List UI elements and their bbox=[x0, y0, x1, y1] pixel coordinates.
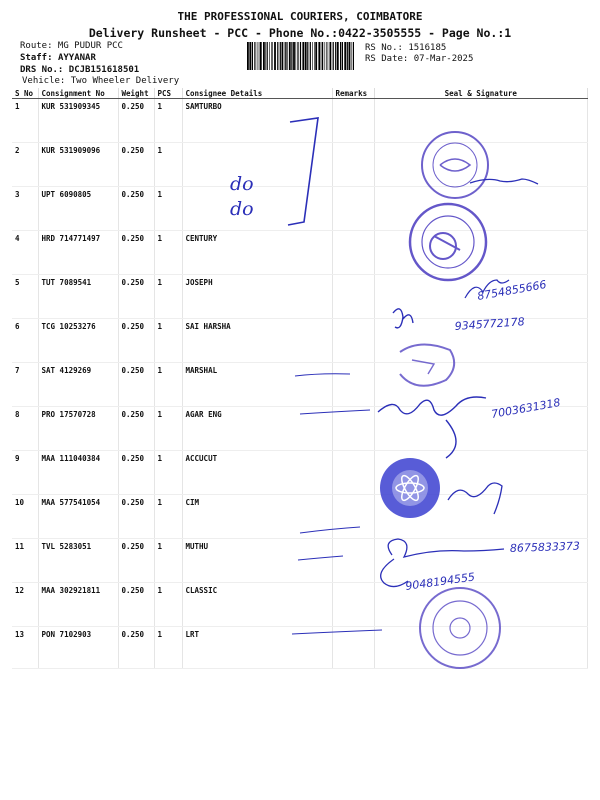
consignee-cell: ACCUCUT bbox=[182, 451, 332, 495]
pcs-cell: 1 bbox=[154, 319, 182, 363]
barcode-bar bbox=[249, 42, 251, 70]
consignee-cell bbox=[182, 143, 332, 187]
table-row bbox=[12, 187, 588, 231]
barcode-bar bbox=[252, 42, 253, 70]
pcs-cell: 1 bbox=[154, 99, 182, 143]
consignee-cell: SAI HARSHA bbox=[182, 319, 332, 363]
table-row bbox=[12, 319, 588, 363]
barcode-bar bbox=[305, 42, 307, 70]
phone-note-6: 9345772178 bbox=[454, 315, 526, 333]
weight-cell: 0.250 bbox=[118, 319, 154, 363]
serial-cell: 7 bbox=[12, 363, 38, 407]
company-title: THE PROFESSIONAL COURIERS, COIMBATORE bbox=[177, 10, 423, 23]
weight-cell: 0.250 bbox=[118, 407, 154, 451]
barcode-bar bbox=[321, 42, 322, 70]
table-row bbox=[12, 407, 588, 451]
barcode-bar bbox=[302, 42, 304, 70]
consignment-cell: UPT 6090805 bbox=[38, 187, 118, 231]
serial-cell: 5 bbox=[12, 275, 38, 319]
remarks-cell bbox=[332, 539, 374, 583]
barcode-bar bbox=[263, 42, 265, 70]
barcode-bar bbox=[314, 42, 315, 70]
col-header: Seal & Signature bbox=[374, 88, 588, 99]
consignee-cell: CENTURY bbox=[182, 231, 332, 275]
pcs-cell: 1 bbox=[154, 627, 182, 669]
remarks-cell bbox=[332, 231, 374, 275]
consignment-cell: HRD 714771497 bbox=[38, 231, 118, 275]
consignee-cell: SAMTURBO bbox=[182, 99, 332, 143]
barcode-bar bbox=[307, 42, 308, 70]
table-row bbox=[12, 627, 588, 669]
rs-number: RS No.: 1516185 bbox=[365, 43, 447, 53]
barcode-bar bbox=[333, 42, 334, 70]
seal-signature-cell bbox=[374, 495, 588, 539]
pcs-cell: 1 bbox=[154, 583, 182, 627]
route-text: Route: MG PUDUR PCC bbox=[20, 41, 123, 51]
barcode-bar bbox=[312, 42, 313, 70]
weight-cell: 0.250 bbox=[118, 495, 154, 539]
barcode-bar bbox=[351, 42, 352, 70]
barcode-bar bbox=[271, 42, 272, 70]
serial-cell: 8 bbox=[12, 407, 38, 451]
pcs-cell: 1 bbox=[154, 187, 182, 231]
pcs-cell: 1 bbox=[154, 143, 182, 187]
barcode-bar bbox=[297, 42, 298, 70]
weight-cell: 0.250 bbox=[118, 451, 154, 495]
barcode-bar bbox=[300, 42, 301, 70]
phone-note-12b: 9048194555 bbox=[404, 570, 476, 593]
vehicle-text: Vehicle: Two Wheeler Delivery bbox=[22, 76, 180, 86]
seal-signature-cell bbox=[374, 319, 588, 363]
consignment-cell: MAA 302921811 bbox=[38, 583, 118, 627]
seal-signature-cell bbox=[374, 451, 588, 495]
remarks-cell bbox=[332, 187, 374, 231]
drs-line bbox=[20, 65, 139, 75]
barcode-bar bbox=[259, 42, 260, 70]
serial-cell: 13 bbox=[12, 627, 38, 669]
weight-cell: 0.250 bbox=[118, 275, 154, 319]
table-header-row bbox=[12, 88, 588, 99]
consignee-cell bbox=[182, 187, 332, 231]
remarks-cell bbox=[332, 363, 374, 407]
barcode-bar bbox=[254, 42, 255, 70]
phone-note-5: 8754855666 bbox=[476, 277, 548, 303]
consignment-cell: MAA 111040384 bbox=[38, 451, 118, 495]
barcode-bar bbox=[285, 42, 286, 70]
col-header: Weight bbox=[118, 88, 154, 99]
barcode-bar bbox=[269, 42, 270, 70]
barcode-bar bbox=[328, 42, 329, 70]
col-header: Remarks bbox=[332, 88, 374, 99]
barcode-bar bbox=[274, 42, 276, 70]
remarks-cell bbox=[332, 583, 374, 627]
weight-cell: 0.250 bbox=[118, 363, 154, 407]
barcode-bar bbox=[257, 42, 258, 70]
consignment-cell: MAA 577541054 bbox=[38, 495, 118, 539]
barcode-bar bbox=[293, 42, 295, 70]
serial-cell: 6 bbox=[12, 319, 38, 363]
table-row bbox=[12, 231, 588, 275]
weight-cell: 0.250 bbox=[118, 143, 154, 187]
barcode-bar bbox=[280, 42, 281, 70]
barcode-bar bbox=[289, 42, 291, 70]
seal-signature-cell bbox=[374, 407, 588, 451]
pcs-cell: 1 bbox=[154, 231, 182, 275]
consignment-cell: SAT 4129269 bbox=[38, 363, 118, 407]
remarks-cell bbox=[332, 407, 374, 451]
phone-note-8: 7003631318 bbox=[490, 395, 562, 421]
consignment-cell: TCG 10253276 bbox=[38, 319, 118, 363]
pcs-cell: 1 bbox=[154, 407, 182, 451]
consignment-cell: TUT 7089541 bbox=[38, 275, 118, 319]
seal-signature-cell bbox=[374, 187, 588, 231]
table-row bbox=[12, 275, 588, 319]
serial-cell: 9 bbox=[12, 451, 38, 495]
barcode-bar bbox=[326, 42, 327, 70]
barcode-bar bbox=[267, 42, 268, 70]
consignee-cell: JOSEPH bbox=[182, 275, 332, 319]
staff-value: AYYANAR bbox=[57, 53, 96, 63]
consignee-cell: LRT bbox=[182, 627, 332, 669]
barcode-bar bbox=[265, 42, 266, 70]
pcs-cell: 1 bbox=[154, 363, 182, 407]
drs-value: DCJB151618501 bbox=[68, 65, 140, 75]
table-row bbox=[12, 99, 588, 143]
pcs-cell: 1 bbox=[154, 539, 182, 583]
weight-cell: 0.250 bbox=[118, 99, 154, 143]
table-row bbox=[12, 451, 588, 495]
ditto-mark-1: do bbox=[230, 173, 254, 195]
seal-signature-cell bbox=[374, 539, 588, 583]
serial-cell: 4 bbox=[12, 231, 38, 275]
table-row bbox=[12, 583, 588, 627]
runsheet-subtitle: Delivery Runsheet - PCC - Phone No.:0422-3505555 - Page No.:1 bbox=[88, 26, 512, 40]
col-header: Consignment No bbox=[38, 88, 118, 99]
rs-date: RS Date: 07-Mar-2025 bbox=[365, 54, 474, 64]
consignee-cell: MUTHU bbox=[182, 539, 332, 583]
barcode-bar bbox=[353, 42, 354, 70]
barcode-bar bbox=[325, 42, 326, 70]
barcode-bar bbox=[296, 42, 297, 70]
barcode-bar bbox=[282, 42, 284, 70]
weight-cell: 0.250 bbox=[118, 187, 154, 231]
barcode-bar bbox=[340, 42, 341, 70]
seal-signature-cell bbox=[374, 363, 588, 407]
seal-signature-cell bbox=[374, 143, 588, 187]
barcode-bar bbox=[322, 42, 323, 70]
col-header: PCS bbox=[154, 88, 182, 99]
barcode-bar bbox=[344, 42, 346, 70]
barcode bbox=[247, 42, 357, 70]
staff-label: Staff: bbox=[20, 53, 53, 63]
serial-cell: 1 bbox=[12, 99, 38, 143]
seal-signature-cell bbox=[374, 99, 588, 143]
col-header: S No bbox=[12, 88, 38, 99]
table-row bbox=[12, 363, 588, 407]
weight-cell: 0.250 bbox=[118, 539, 154, 583]
barcode-bar bbox=[310, 42, 311, 70]
barcode-bar bbox=[260, 42, 262, 70]
phone-note-12a: 8675833373 bbox=[509, 539, 581, 555]
barcode-bar bbox=[291, 42, 292, 70]
barcode-bar bbox=[349, 42, 351, 70]
weight-cell: 0.250 bbox=[118, 583, 154, 627]
seal-signature-cell bbox=[374, 231, 588, 275]
remarks-cell bbox=[332, 495, 374, 539]
consignee-cell: AGAR ENG bbox=[182, 407, 332, 451]
weight-cell: 0.250 bbox=[118, 231, 154, 275]
pcs-cell: 1 bbox=[154, 275, 182, 319]
consignee-cell: MARSHAL bbox=[182, 363, 332, 407]
barcode-bar bbox=[315, 42, 317, 70]
seal-signature-cell bbox=[374, 583, 588, 627]
barcode-bar bbox=[335, 42, 336, 70]
consignment-cell: PON 7102903 bbox=[38, 627, 118, 669]
remarks-cell bbox=[332, 319, 374, 363]
consignee-cell: CLASSIC bbox=[182, 583, 332, 627]
remarks-cell bbox=[332, 627, 374, 669]
runsheet-table bbox=[12, 88, 588, 669]
table-row bbox=[12, 143, 588, 187]
barcode-bar bbox=[318, 42, 320, 70]
barcode-bar bbox=[277, 42, 278, 70]
barcode-bar bbox=[286, 42, 287, 70]
weight-cell: 0.250 bbox=[118, 627, 154, 669]
remarks-cell bbox=[332, 451, 374, 495]
barcode-bar bbox=[272, 42, 273, 70]
serial-cell: 2 bbox=[12, 143, 38, 187]
col-header: Consignee Details bbox=[182, 88, 332, 99]
seal-signature-cell bbox=[374, 627, 588, 669]
remarks-cell bbox=[332, 143, 374, 187]
seal-signature-cell bbox=[374, 275, 588, 319]
ditto-mark-2: do bbox=[230, 198, 254, 220]
barcode-bar bbox=[247, 42, 249, 70]
staff-line bbox=[20, 53, 96, 63]
pcs-cell: 1 bbox=[154, 495, 182, 539]
table-row bbox=[12, 539, 588, 583]
remarks-cell bbox=[332, 99, 374, 143]
serial-cell: 12 bbox=[12, 583, 38, 627]
consignment-cell: TVL 5283051 bbox=[38, 539, 118, 583]
serial-cell: 10 bbox=[12, 495, 38, 539]
barcode-bar bbox=[342, 42, 343, 70]
consignment-cell: PRO 17570728 bbox=[38, 407, 118, 451]
table-row bbox=[12, 495, 588, 539]
serial-cell: 3 bbox=[12, 187, 38, 231]
consignment-cell: KUR 531909096 bbox=[38, 143, 118, 187]
consignee-cell: CIM bbox=[182, 495, 332, 539]
drs-label: DRS No.: bbox=[20, 65, 64, 75]
serial-cell: 11 bbox=[12, 539, 38, 583]
barcode-bar bbox=[337, 42, 339, 70]
barcode-bar bbox=[330, 42, 332, 70]
barcode-bar bbox=[347, 42, 348, 70]
consignment-cell: KUR 531909345 bbox=[38, 99, 118, 143]
remarks-cell bbox=[332, 275, 374, 319]
pcs-cell: 1 bbox=[154, 451, 182, 495]
